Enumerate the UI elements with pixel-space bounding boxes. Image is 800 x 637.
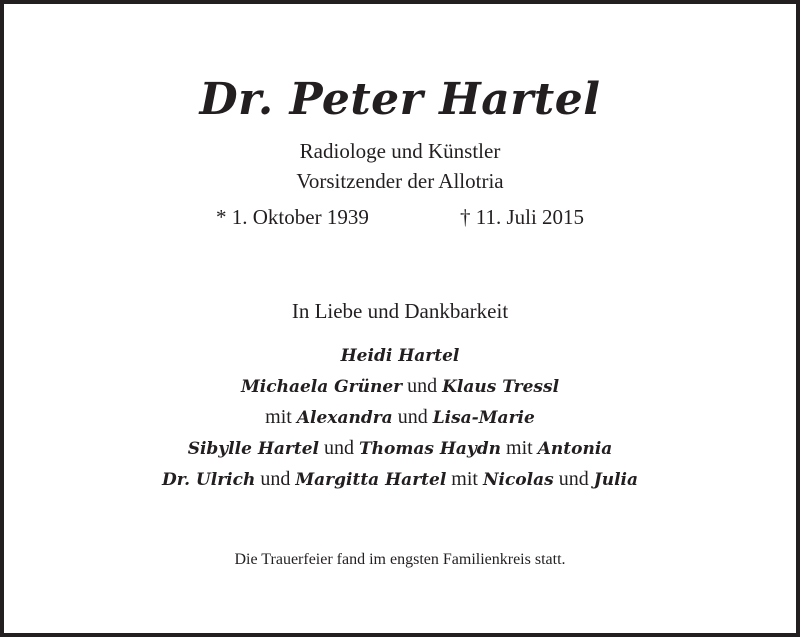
life-dates <box>4 204 796 230</box>
dedication-line: In Liebe und Dankbarkeit <box>291 299 509 323</box>
funeral-note: Die Trauerfeier fand im engsten Familienkreis statt. <box>234 551 566 568</box>
connector-text: und <box>255 468 296 490</box>
death-date: † 11. Juli 2015 <box>460 205 585 229</box>
connector-text: und <box>392 406 433 428</box>
mourners-list <box>4 340 796 495</box>
mourner-name: Dr. Ulrich <box>161 470 256 490</box>
mourner-name: Heidi Hartel <box>340 346 460 366</box>
mourner-name: Lisa-Marie <box>432 408 535 428</box>
mourner-line <box>4 464 796 495</box>
connector-text: und <box>402 375 443 397</box>
mourner-line <box>4 371 796 402</box>
mourner-name: Margitta Hartel <box>295 470 447 490</box>
connector-text: mit <box>265 406 297 428</box>
mourner-name: Alexandra <box>296 408 393 428</box>
mourner-name: Julia <box>593 470 639 490</box>
mourner-name: Klaus Tressl <box>442 377 560 397</box>
mourner-name: Antonia <box>537 439 613 459</box>
mourner-name: Michaela Grüner <box>240 377 403 397</box>
mourner-name: Nicolas <box>482 470 554 490</box>
mourner-line <box>4 340 796 371</box>
mourner-name: Thomas Haydn <box>359 439 502 459</box>
connector-text: mit <box>446 468 483 490</box>
mourner-line <box>4 433 796 464</box>
connector-text: und <box>319 437 359 459</box>
connector-text: und <box>553 468 594 490</box>
deceased-name: Dr. Peter Hartel <box>199 74 601 125</box>
role-line: Vorsitzender der Allotria <box>296 169 504 193</box>
mourner-line <box>4 402 796 433</box>
birth-date: * 1. Oktober 1939 <box>216 205 369 229</box>
mourner-name: Sibylle Hartel <box>187 439 319 459</box>
profession-line: Radiologe und Künstler <box>299 139 501 163</box>
connector-text: mit <box>501 437 538 459</box>
